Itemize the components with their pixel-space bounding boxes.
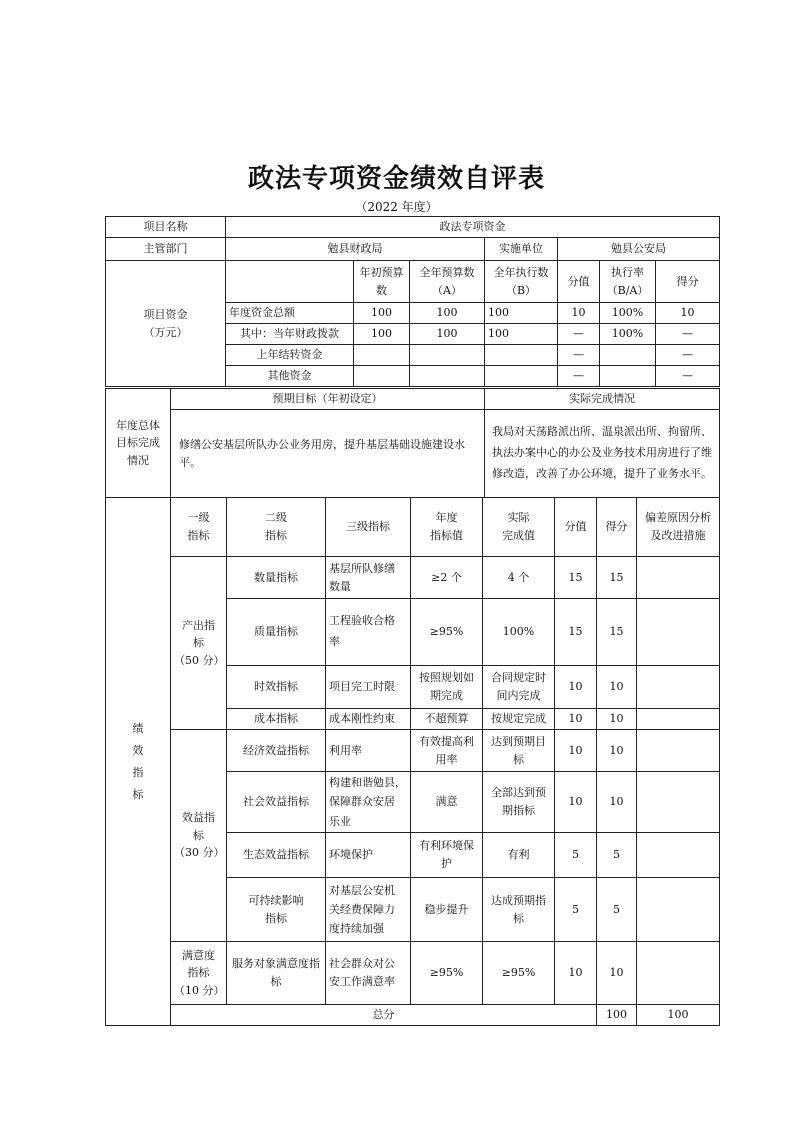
level2-indicator: 时效指标 — [227, 666, 326, 709]
dept-value: 勉县财政局 — [226, 238, 485, 261]
level3-indicator: 环境保护 — [326, 833, 411, 878]
target-value: 有利环境保 护 — [411, 833, 483, 878]
indicator-header: 二级 指标 — [227, 498, 326, 557]
funds-cell: — — [656, 345, 720, 366]
got-value: 5 — [597, 878, 637, 942]
actual-value: 有利 — [483, 833, 555, 878]
target-value: ≥95% — [411, 942, 483, 1005]
indicator-header: 实际 完成值 — [483, 498, 555, 557]
funds-col-header: 分值 — [558, 261, 600, 303]
deviation-note — [637, 599, 720, 666]
total-row — [106, 1005, 720, 1026]
level3-indicator: 构建和谐勉县， 保障群众安居 乐业 — [326, 772, 411, 833]
funds-blank-header — [226, 261, 354, 303]
target-value: 不超预算 — [411, 709, 483, 730]
funds-cell: 100% — [600, 303, 656, 324]
score-value: 15 — [555, 599, 597, 666]
funds-cell — [485, 366, 558, 387]
got-value: 10 — [597, 709, 637, 730]
level2-indicator: 成本指标 — [227, 709, 326, 730]
level2-indicator: 可持续影响 指标 — [227, 878, 326, 942]
year-label: （2022 年度） — [355, 200, 438, 214]
got-value: 15 — [597, 557, 637, 599]
score-value: 10 — [555, 709, 597, 730]
funds-cell: 100% — [600, 324, 656, 345]
level3-indicator: 利用率 — [326, 730, 411, 772]
indicator-header: 偏差原因分析 及改进措施 — [637, 498, 720, 557]
funds-cell — [485, 345, 558, 366]
funds-col-header: 全年执行数 （B） — [485, 261, 558, 303]
got-value: 10 — [597, 942, 637, 1005]
score-value: 10 — [555, 730, 597, 772]
score-value: 5 — [555, 833, 597, 878]
group-satisfaction-label: 满意度 指标 （10 分） — [171, 942, 227, 1005]
actual-value: ≥95% — [483, 942, 555, 1005]
funds-label: 项目资金 （万元） — [106, 261, 226, 387]
actual-value: 全部达到预 期指标 — [483, 772, 555, 833]
deviation-note — [637, 709, 720, 730]
total-got: 100 — [637, 1005, 720, 1026]
funds-cell: — — [558, 366, 600, 387]
deviation-note — [637, 772, 720, 833]
expected-goal-text: 修缮公安基层所队办公业务用房，提升基层基础设施建设水平。 — [171, 410, 485, 498]
got-value: 10 — [597, 730, 637, 772]
level2-indicator: 社会效益指标 — [227, 772, 326, 833]
actual-value: 4 个 — [483, 557, 555, 599]
got-value: 5 — [597, 833, 637, 878]
level2-indicator: 生态效益指标 — [227, 833, 326, 878]
funds-cell: 100 — [354, 324, 410, 345]
indicator-header: 分值 — [555, 498, 597, 557]
funds-cell: 100 — [410, 324, 485, 345]
target-value: 按照规划如 期完成 — [411, 666, 483, 709]
funds-cell: 100 — [485, 324, 558, 345]
funds-row-label: 其中：当年财政拨款 — [226, 324, 354, 345]
funds-cell — [410, 366, 485, 387]
level3-indicator: 项目完工时限 — [326, 666, 411, 709]
expected-goal-header: 预期目标（年初设定） — [171, 389, 485, 410]
funds-row-label: 年度资金总额 — [226, 303, 354, 324]
indicators-side-label: 绩 效 指 标 — [106, 498, 171, 1026]
funds-col-header: 得分 — [656, 261, 720, 303]
score-value: 10 — [555, 942, 597, 1005]
funds-cell — [600, 345, 656, 366]
indicator-header: 得分 — [597, 498, 637, 557]
level3-indicator: 社会群众对公 安工作满意率 — [326, 942, 411, 1005]
group-benefit-label: 效益指 标 （30 分） — [171, 730, 227, 942]
got-value: 10 — [597, 666, 637, 709]
level3-indicator: 基层所队修缮 数量 — [326, 557, 411, 599]
level3-indicator: 工程验收合格 率 — [326, 599, 411, 666]
deviation-note — [637, 730, 720, 772]
score-value: 10 — [555, 666, 597, 709]
total-label: 总分 — [171, 1005, 597, 1026]
funds-row-label: 上年结转资金 — [226, 345, 354, 366]
funds-cell — [354, 345, 410, 366]
indicator-header: 一级 指标 — [171, 498, 227, 557]
goals-label: 年度总体 目标完成 情况 — [106, 389, 171, 498]
indicator-row — [106, 557, 720, 599]
level3-indicator: 对基层公安机 关经费保障力 度持续加强 — [326, 878, 411, 942]
indicator-row — [106, 730, 720, 772]
total-score: 100 — [597, 1005, 637, 1026]
score-value: 5 — [555, 878, 597, 942]
goals-table — [105, 388, 720, 498]
got-value: 10 — [597, 772, 637, 833]
deviation-note — [637, 666, 720, 709]
indicator-row — [106, 942, 720, 1005]
actual-value: 合同规定时 间内完成 — [483, 666, 555, 709]
funds-col-header: 全年预算数 （A） — [410, 261, 485, 303]
level2-indicator: 服务对象满意度指 标 — [227, 942, 326, 1005]
group-output-label: 产出指 标 （50 分） — [171, 557, 227, 730]
deviation-note — [637, 557, 720, 599]
actual-value: 达成预期指 标 — [483, 878, 555, 942]
score-value: 15 — [555, 557, 597, 599]
page-title: 政法专项资金绩效自评表 — [247, 164, 545, 194]
level2-indicator: 质量指标 — [227, 599, 326, 666]
actual-result-text: 我局对天荡路派出所、温泉派出所、拘留所、执法办案中心的办公及业务技术用房进行了维修改造，改善了办公环境，提升了业务水平。 — [485, 410, 720, 498]
indicator-header: 年度 指标值 — [411, 498, 483, 557]
funds-row-label: 其他资金 — [226, 366, 354, 387]
target-value: 稳步提升 — [411, 878, 483, 942]
deviation-note — [637, 942, 720, 1005]
target-value: ≥95% — [411, 599, 483, 666]
funds-cell: 10 — [656, 303, 720, 324]
funds-cell: — — [558, 324, 600, 345]
impl-value: 勉县公安局 — [558, 238, 720, 261]
target-value: 满意 — [411, 772, 483, 833]
actual-result-header: 实际完成情况 — [485, 389, 720, 410]
funds-cell: — — [656, 366, 720, 387]
got-value: 15 — [597, 599, 637, 666]
funds-cell: — — [656, 324, 720, 345]
project-name-label: 项目名称 — [106, 217, 226, 238]
indicators-table — [105, 497, 720, 1026]
target-value: ≥2 个 — [411, 557, 483, 599]
funds-cell — [354, 366, 410, 387]
funds-cell: 100 — [485, 303, 558, 324]
deviation-note — [637, 878, 720, 942]
actual-value: 100% — [483, 599, 555, 666]
funds-table — [105, 216, 720, 387]
level3-indicator: 成本刚性约束 — [326, 709, 411, 730]
funds-cell: 100 — [354, 303, 410, 324]
funds-cell — [600, 366, 656, 387]
indicator-header: 三级指标 — [326, 498, 411, 557]
level2-indicator: 数量指标 — [227, 557, 326, 599]
level2-indicator: 经济效益指标 — [227, 730, 326, 772]
deviation-note — [637, 833, 720, 878]
funds-col-header: 年初预算 数 — [354, 261, 410, 303]
funds-cell — [410, 345, 485, 366]
funds-col-header: 执行率 （B/A） — [600, 261, 656, 303]
score-value: 10 — [555, 772, 597, 833]
actual-value: 按规定完成 — [483, 709, 555, 730]
actual-value: 达到预期目 标 — [483, 730, 555, 772]
funds-cell: 10 — [558, 303, 600, 324]
funds-cell: 100 — [410, 303, 485, 324]
impl-label: 实施单位 — [485, 238, 558, 261]
dept-label: 主管部门 — [106, 238, 226, 261]
funds-cell: — — [558, 345, 600, 366]
project-name-value: 政法专项资金 — [226, 217, 720, 238]
target-value: 有效提高利 用率 — [411, 730, 483, 772]
